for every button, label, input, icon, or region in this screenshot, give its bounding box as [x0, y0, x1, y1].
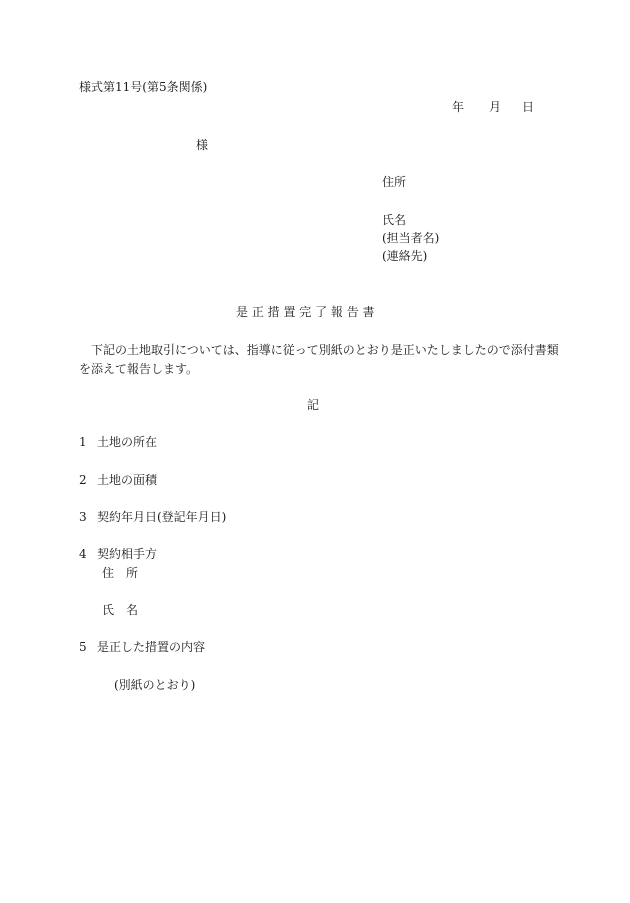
item-label-land-area: 土地の面積 [97, 473, 158, 487]
item-number: 5 [79, 640, 87, 654]
sender-name-label: 氏名 [382, 213, 407, 227]
item-number: 2 [79, 473, 87, 487]
attachment-note: (別紙のとおり) [114, 678, 196, 692]
sender-address-label: 住所 [382, 175, 407, 189]
item-label-counterparty: 契約相手方 [97, 547, 158, 561]
date-month-label: 月 [489, 100, 502, 114]
person-in-charge-label: (担当者名) [382, 231, 440, 245]
addressee-suffix: 様 [196, 138, 209, 152]
form-id: 様式第11号(第5条関係) [79, 80, 208, 94]
date-year-label: 年 [452, 100, 465, 114]
item-label-land-location: 土地の所在 [97, 435, 158, 449]
body-line-2: を添えて報告します。 [79, 362, 199, 376]
body-paragraph [79, 341, 569, 379]
date-day-label: 日 [522, 100, 535, 114]
body-line-1: 下記の土地取引については、指導に従って別紙のとおり是正いたしましたので添付書類 [91, 343, 559, 357]
item-number: 3 [79, 510, 87, 524]
contact-label: (連絡先) [382, 249, 428, 263]
item-label-contract-date: 契約年月日(登記年月日) [97, 510, 227, 524]
counterparty-name-label: 氏 名 [102, 603, 139, 617]
item-label-corrective-measures: 是正した措置の内容 [97, 640, 206, 654]
document-title: 是 正 措 置 完 了 報 告 書 [236, 305, 375, 319]
ki-heading: 記 [307, 398, 320, 412]
item-number: 1 [79, 435, 87, 449]
counterparty-address-label: 住 所 [102, 566, 139, 580]
item-number: 4 [79, 547, 87, 561]
